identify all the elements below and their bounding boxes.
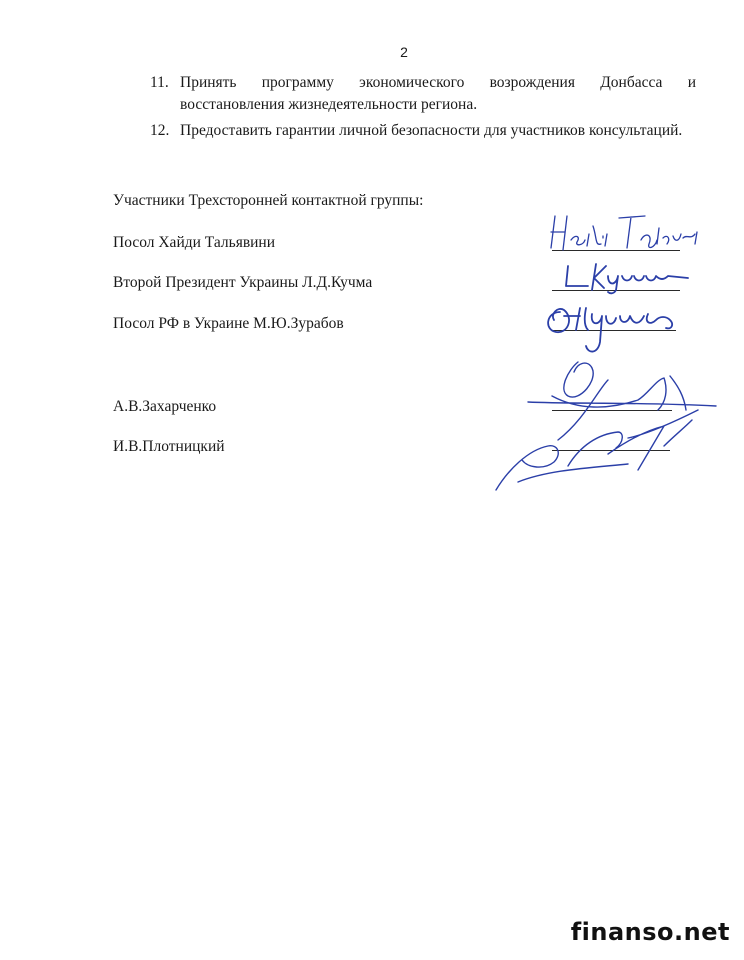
watermark: finanso.net	[570, 918, 730, 946]
list-item-11	[150, 72, 696, 116]
list-item-text: Предоставить гарантии личной безопасности для участников консультаций.	[180, 122, 683, 139]
signature-zakharchenko-plotnitsky-image	[488, 350, 723, 500]
signatory-zakharchenko-label: А.В.Захарченко	[113, 398, 217, 415]
signature-tagliavini-image	[545, 204, 705, 260]
signatory-kuchma-label: Второй Президент Украины Л.Д.Кучма	[113, 274, 373, 291]
signature-zurabov-image	[540, 296, 690, 358]
list-item-number: 11.	[150, 74, 169, 91]
list-item-12	[150, 120, 696, 142]
signatory-tagliavini-label: Посол Хайди Тальявини	[113, 234, 276, 251]
signatory-plotnitsky-label: И.В.Плотницкий	[113, 438, 225, 455]
page-number: 2	[400, 44, 408, 60]
list-item-text: Принять программу экономического возрождения Донбасса и восстановления жизнедеятельности региона.	[180, 74, 696, 113]
signatory-zurabov-label: Посол РФ в Украине М.Ю.Зурабов	[113, 315, 344, 332]
signature-kuchma-image	[560, 256, 700, 296]
participants-heading: Участники Трехсторонней контактной группы:	[113, 192, 424, 209]
list-item-number: 12.	[150, 122, 170, 139]
